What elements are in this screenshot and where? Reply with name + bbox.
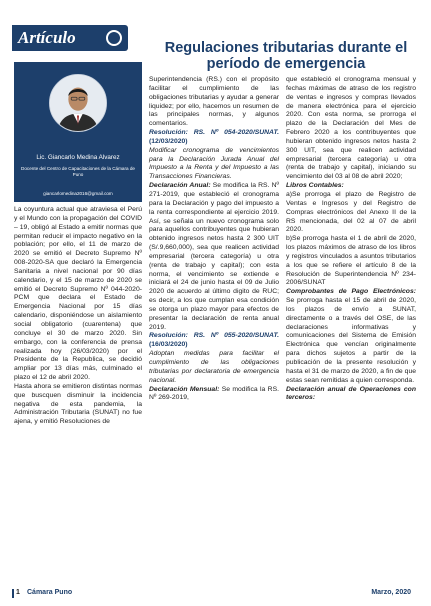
column-1 (14, 206, 142, 427)
resolution-heading (149, 332, 279, 350)
page-number: 1 (16, 589, 20, 596)
author-role: Docente del Centro de Capacitaciones de la Cámara de Puno (21, 166, 135, 177)
resolution-description: Modificar cronograma de vencimientos para la Declaración Jurada Anual del Impuesto a la Renta y del Impuesto a las Transacciones Financieras. (149, 146, 279, 181)
column-2 (149, 76, 279, 403)
paragraph: a)Se prorroga el plazo de Registro de Ventas e Ingresos y del Registro de Compras electrónicos del Anexo II de la RS mencionada, del 02 al 07 de abril 2020. (286, 190, 416, 234)
resolution-date: (12/03/2020) (149, 137, 188, 145)
subheading: Declaración anual de Operaciones con terceros: (286, 385, 416, 402)
subheading: Libros Contables: (286, 182, 344, 190)
resolution-number: Resolución: RS. Nº 055-2020/SUNAT. (149, 332, 279, 340)
paragraph: Superintendencia (RS.) con el propósito facilitar el cumplimiento de las obligaciones tributarias y ayudar a generar liquidez; por ello, hacemos un resumen de las principales normas, y algunos comentarios. (149, 76, 279, 128)
paragraph-text: Se modifica la RS. Nº 269-2019, (149, 385, 279, 402)
paragraph: Hasta ahora se emitieron distintas normas que buscquen disminuir la incidencia negativa de esta pandemia, la Administración Tributaria (SUNAT) no fue ajena, y emitió Resoluciones de (14, 382, 142, 426)
subheading: Comprobantes de Pago Electrónicos: (286, 288, 416, 296)
resolution-description: Adoptan medidas para facilitar el cumplimiento de las obligaciones tributarias por declaratoria de emergencia nacional. (149, 350, 279, 384)
author-photo (49, 74, 107, 132)
resolution-heading (149, 129, 279, 147)
paragraph-text: Se prorroga hasta el 15 de abril de 2020, los plazos de envío a SUNAT, directamente o a través del OSE, de las declaraciones informativas y comunicaciones del Sistema de Emisión Electrónica que vencían originalmente para dichos sujetos a partir de la publicación de la presente resolución y hasta el 31 de marzo de 2020, a fin de que estas sean remitidas a quien corresponda. (286, 297, 416, 384)
paragraph (149, 182, 279, 332)
article-title: Regulaciones tributarias durante el período de emergencia (164, 40, 408, 72)
paragraph: que estableció el cronograma mensual y fechas máximas de atraso de los registro de ventas e ingresos y compras llevados de manera electrónica para el ejercicio 2020. Con esta norma, se prorroga el plazo de la Declaración del Mes de Febrero 2020 a los contribuyentes que hubieran obtenido ingresos netos hasta 2 300 UIT, sea que realicen actividad empresarial (tercera categoría) u otra (renta de trabajo y capital), iniciando su vencimiento del 03 al 08 de abril 2020; (286, 76, 416, 181)
circle-icon (106, 30, 122, 46)
section-label: Artículo (18, 28, 76, 47)
paragraph: La coyuntura actual que atraviesa el Perú y el Mundo con la propagación del COVID – 19, obligó al Estado a emitir normas que permitan reducir el impacto negativo en la población; por ello, el 11 de marzo de 2020 se emitió el Decreto Supremo Nº 008-2020-SA que declaró la Emergencia Sanitaria a nivel nacional por 90 días calendario, y el 15 de marzo de 2020 se emitió el Decreto Supremo Nº 044-2020-PCM que declara el Estado de Emergencia Nacional por 15 días calendario, disponiéndose un aislamiento social obligatorio (cuarentena) que concluye el 30 de marzo 2020. Sin embargo, con la conferencia de prensa realizada hoy (26/03/2020) por el Presidente de la Republica, se decidió ampliar por 13 días más, culminado el plazo el 12 de abril 2020. (14, 206, 142, 382)
author-card (14, 62, 142, 202)
footer-divider (12, 589, 14, 598)
column-3 (286, 76, 416, 403)
paragraph (286, 288, 416, 385)
paragraph (149, 386, 279, 404)
footer-date: Marzo, 2020 (371, 589, 411, 596)
subheading: Declaración Mensual: (149, 385, 220, 393)
person-icon (50, 75, 106, 131)
section-badge (12, 25, 128, 51)
paragraph-text: Se modifica la RS. Nº 271-2019, que estableció el cronograma para la Declaración y pago del impuesto a la renta correspondiente al ejercicio 2019. Así, se señala un nuevo cronograma solo para aquellos contribuyentes que hubieran obtenido ingresos netos hasta 2 300 UIT (S/.9,660,000), sea que realicen actividad empresarial (tercera categoría) u otra (renta de trabajo y capital); con esta norma, el vencimiento se extiende e iniciará el 24 de junio hasta el 09 de Julio 2020 de acuerdo al último digito de RUC; es decir, a los que cumplan esa condición se otorga un plazo mayor para efectos de presentar la declaración de renta anual 2019. (149, 182, 279, 331)
author-email: giancarlomedina2016@gmail.com (43, 191, 113, 196)
author-name: Lic. Giancarlo Medina Alvarez (36, 154, 120, 161)
resolution-date: (16/03/2020) (149, 341, 188, 349)
subheading: Declaración Anual: (149, 182, 211, 190)
paragraph: b)Se prorroga hasta el 1 de abril de 2020, los plazos máximos de atraso de los libros y registros vinculados a asuntos tributarios a los que se refiere el artículo 8 de la Resolución de Superintendencia Nº 234-2006/SUNAT (286, 235, 416, 287)
footer-brand: Cámara Puno (27, 589, 73, 596)
resolution-number: Resolución: RS. Nº 054-2020/SUNAT. (149, 129, 279, 137)
